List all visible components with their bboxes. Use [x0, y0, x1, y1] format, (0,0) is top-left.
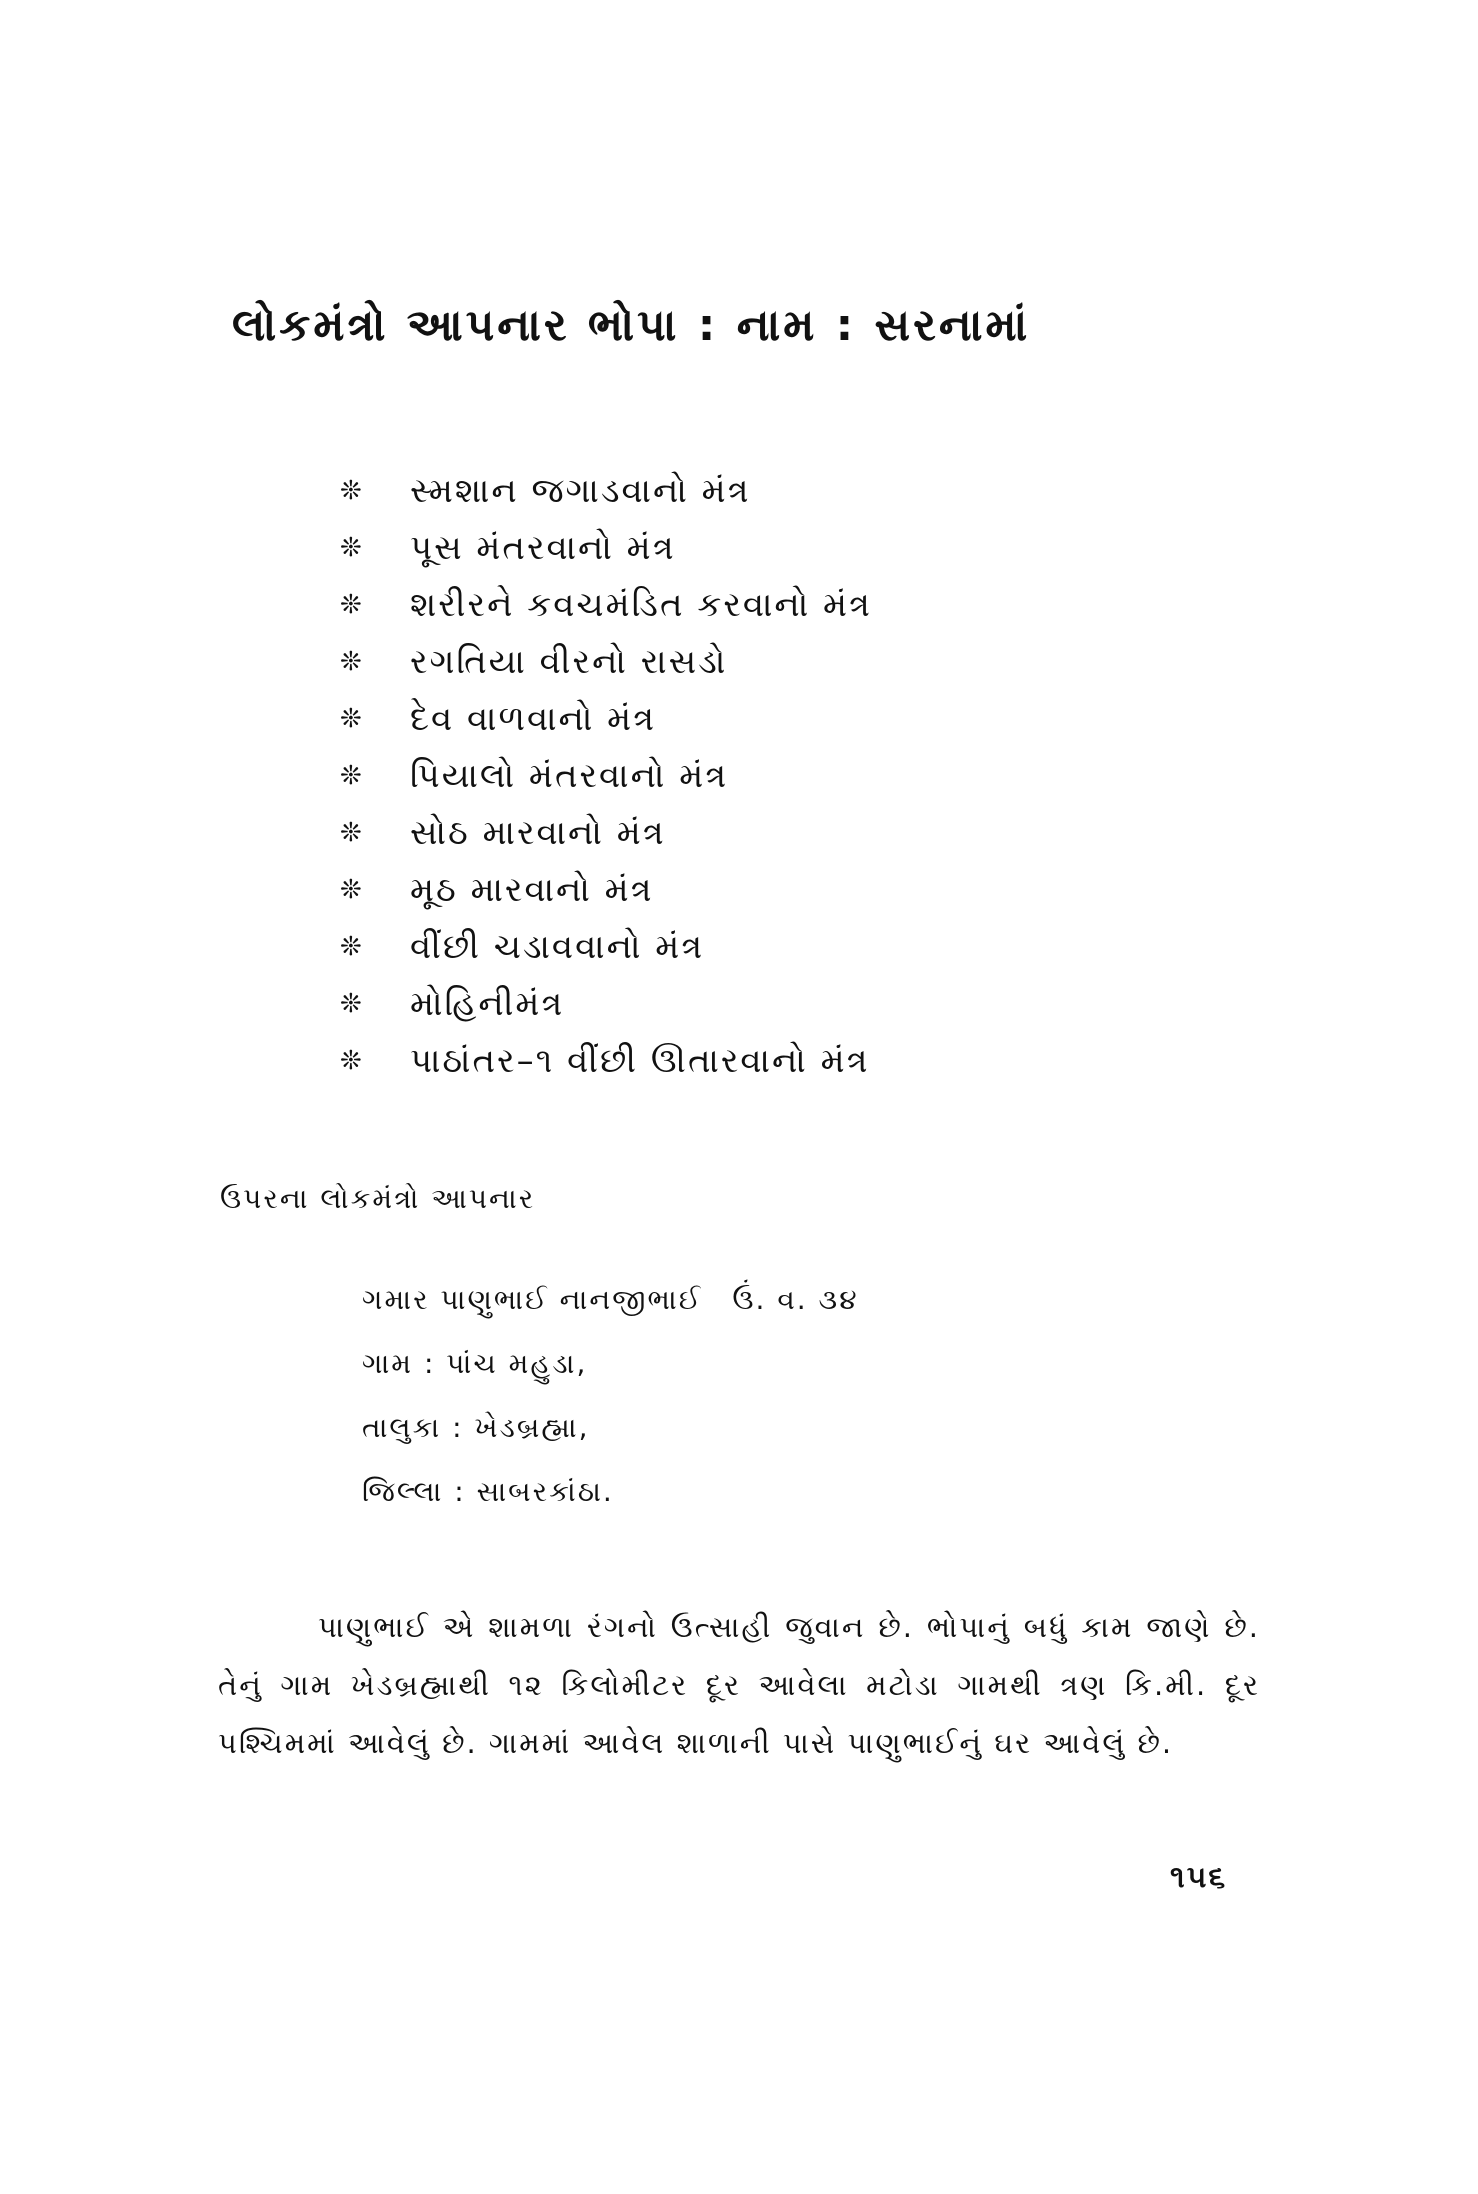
- mantra-label: પૂસ મંતરવાનો મંત્ર: [410, 527, 676, 568]
- informant-name: ગમાર પાણુભાઈ નાનજીભાઈ: [362, 1283, 703, 1316]
- mantra-item: [340, 861, 872, 918]
- bullet-flower-icon: ❊: [340, 532, 364, 563]
- informant-district: જિલ્લા : સાબરકાંઠા.: [362, 1475, 614, 1508]
- bullet-flower-icon: ❊: [340, 874, 364, 905]
- mantra-label: દેવ વાળવાનો મંત્ર: [410, 698, 657, 739]
- bullet-flower-icon: ❊: [340, 817, 364, 848]
- description-paragraph: પાણુભાઈ એ શામળા રંગનો ઉત્સાહી જુવાન છે. ભોપાનું બધું કામ જાણે છે. તેનું ગામ ખેડબ્રહ્માથી ૧૨ કિલોમીટર દૂર આવેલા મટોડા ગામથી ત્રણ કિ.મી. દૂર પશ્ચિમમાં આવેલું છે. ગામમાં આવેલ શાળાની પાસે પાણુભાઈનું ઘર આવેલું છે.: [218, 1610, 1260, 1760]
- bullet-flower-icon: ❊: [340, 646, 364, 677]
- mantra-label: શરીરને કવચમંડિત કરવાનો મંત્ર: [410, 584, 872, 625]
- mantra-label: વીંછી ચડાવવાનો મંત્ર: [410, 926, 705, 967]
- mantra-item: [340, 576, 872, 633]
- mantra-item: [340, 747, 872, 804]
- mantra-item: [340, 804, 872, 861]
- informant-name-line: [362, 1268, 859, 1332]
- mantra-label: સોઠ મારવાનો મંત્ર: [410, 812, 666, 853]
- informant-taluka: તાલુકા : ખેડબ્રહ્મા,: [362, 1411, 590, 1444]
- mantra-label: રગતિયા વીરનો રાસડો: [410, 641, 728, 682]
- bullet-flower-icon: ❊: [340, 931, 364, 962]
- mantra-label: મૂઠ મારવાનો મંત્ર: [410, 869, 654, 910]
- mantra-label: મોહિનીમંત્ર: [410, 983, 565, 1024]
- mantra-list: [340, 462, 872, 1089]
- mantra-label: પાઠાંતર–૧ વીંછી ઊતારવાનો મંત્ર: [410, 1040, 870, 1081]
- mantra-item: [340, 519, 872, 576]
- mantra-item: [340, 633, 872, 690]
- bullet-flower-icon: ❊: [340, 589, 364, 620]
- givers-heading: ઉપરના લોકમંત્રો આપનાર: [220, 1182, 536, 1215]
- mantra-item: [340, 462, 872, 519]
- page-number: ૧૫૬: [1170, 1860, 1228, 1895]
- informant-details: [362, 1268, 859, 1524]
- bullet-flower-icon: ❊: [340, 703, 364, 734]
- informant-age: ઉં. વ. ૩૪: [732, 1283, 859, 1316]
- bullet-flower-icon: ❊: [340, 988, 364, 1019]
- mantra-label: સ્મશાન જગાડવાનો મંત્ર: [410, 470, 751, 511]
- mantra-label: પિયાલો મંતરવાનો મંત્ર: [410, 755, 729, 796]
- page-title: લોકમંત્રો આપનાર ભોપા : નામ : સરનામાં: [232, 300, 1031, 351]
- mantra-item: [340, 918, 872, 975]
- bullet-flower-icon: ❊: [340, 760, 364, 791]
- informant-village: ગામ : પાંચ મહુડા,: [362, 1347, 588, 1380]
- mantra-item: [340, 975, 872, 1032]
- bullet-flower-icon: ❊: [340, 475, 364, 506]
- bullet-flower-icon: ❊: [340, 1045, 364, 1076]
- mantra-item: [340, 690, 872, 747]
- mantra-item: [340, 1032, 872, 1089]
